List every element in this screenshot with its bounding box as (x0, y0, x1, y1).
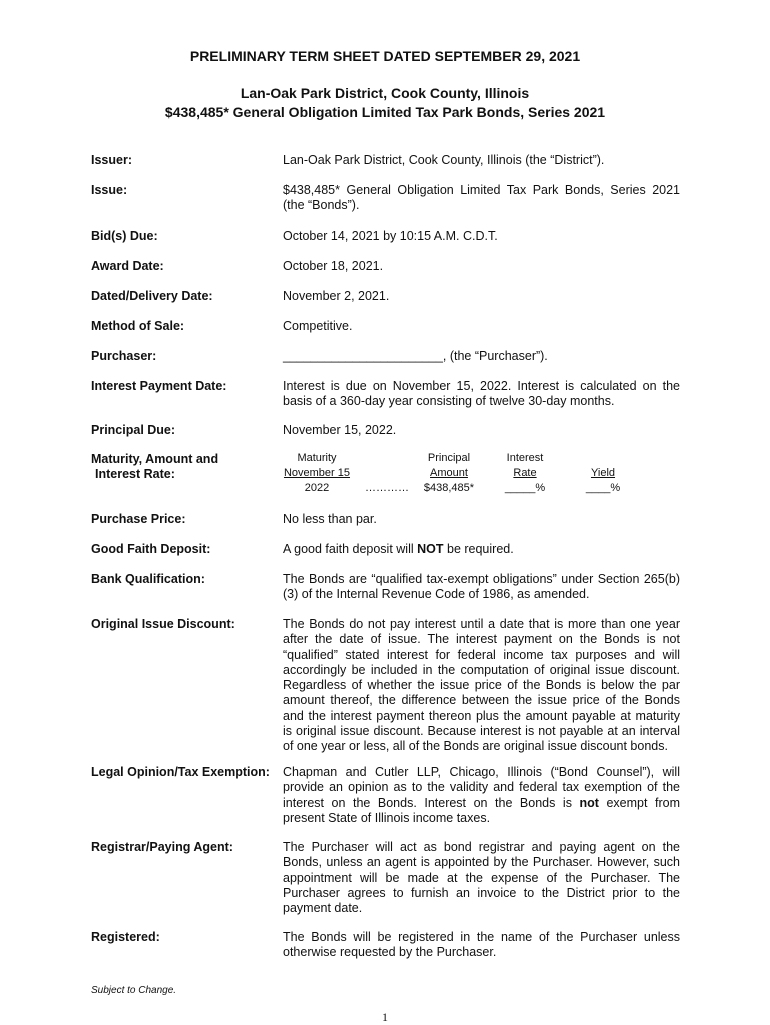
registered-label: Registered: (91, 930, 160, 944)
principal-amount: $438,485* (423, 482, 475, 494)
award-date-label: Award Date: (91, 259, 164, 273)
issuer-heading: Lan-Oak Park District, Cook County, Illinois (240, 85, 530, 101)
good-faith-text-post: be required. (443, 542, 514, 556)
issue-label: Issue: (91, 183, 128, 197)
principal-due-label: Principal Due: (91, 423, 176, 437)
purchaser-label: Purchaser: (91, 349, 157, 363)
bond-issue-heading: $438,485* General Obligation Limited Tax Park Bonds, Series 2021 (164, 104, 606, 120)
legal-opinion-value (283, 765, 680, 826)
method-of-sale-value: Competitive. (283, 319, 353, 333)
registrar-value: The Purchaser will act as bond registrar and paying agent on the Bonds, unless an agent is appointed by the Purchaser. However, such appointment will be made at the expense of the Purchaser. The Purchaser agrees to furnish an invoice to the District prior to the payment date. (283, 840, 680, 916)
legal-opinion-emphasis: not (579, 795, 599, 810)
registered-value: The Bonds will be registered in the name of the Purchaser unless otherwise requested by the Purchaser. (283, 930, 680, 960)
good-faith-label: Good Faith Deposit: (91, 542, 211, 556)
maturity-subheader: November 15 (283, 467, 351, 479)
method-of-sale-label: Method of Sale: (91, 319, 185, 333)
yield-column (581, 466, 625, 496)
page-number: 1 (382, 1010, 388, 1024)
bank-qualification-value: The Bonds are “qualified tax-exempt obligations” under Section 265(b)(3) of the Internal Revenue Code of 1986, as amended. (283, 572, 680, 602)
purchaser-value: _______________________, (the “Purchaser”). (283, 349, 548, 363)
registrar-label: Registrar/Paying Agent: (91, 840, 233, 854)
award-date-value: October 18, 2021. (283, 259, 384, 273)
principal-subheader: Amount (430, 467, 468, 479)
interest-rate-blank: _____% (504, 482, 546, 494)
maturity-year: 2022 (304, 482, 330, 494)
maturity-label-line1: Maturity, Amount and (91, 452, 219, 466)
legal-opinion-text-pre: Chapman and Cutler LLP, Chicago, Illinois (“Bond Counsel”), will provide an opinion as to the validity and federal tax exemption of the interest on the Bonds. Interest on the Bonds is (283, 765, 680, 810)
oid-label: Original Issue Discount: (91, 617, 235, 631)
issue-value: $438,485* General Obligation Limited Tax Park Bonds, Series 2021 (the “Bonds”). (283, 183, 680, 213)
issuer-label: Issuer: (91, 153, 132, 167)
maturity-schedule (283, 451, 683, 497)
bank-qualification-label: Bank Qualification: (91, 572, 205, 586)
good-faith-text-pre: A good faith deposit will (283, 542, 418, 556)
interest-payment-value: Interest is due on November 15, 2022. Interest is calculated on the basis of a 360-day year consisting of twelve 30-day months. (283, 379, 680, 409)
legal-opinion-text-post: exempt from present State of Illinois income taxes. (283, 795, 680, 825)
purchase-price-value: No less than par. (283, 512, 377, 526)
maturity-label-line2: Interest Rate: (95, 467, 175, 481)
interest-rate-column (501, 451, 549, 496)
principal-column (419, 451, 479, 496)
leader-dots: ………… (365, 482, 409, 494)
interest-payment-label: Interest Payment Date: (91, 379, 227, 393)
principal-due-value: November 15, 2022. (283, 423, 397, 437)
document-title: PRELIMINARY TERM SHEET DATED SEPTEMBER 29, 2021 (189, 48, 581, 64)
purchase-price-label: Purchase Price: (91, 512, 186, 526)
legal-opinion-label: Legal Opinion/Tax Exemption: (91, 765, 270, 779)
interest-rate-header: Interest (506, 452, 544, 464)
yield-header: Yield (590, 467, 616, 479)
maturity-header: Maturity (297, 452, 337, 464)
good-faith-value (283, 542, 680, 557)
issuer-value: Lan-Oak Park District, Cook County, Illinois (the “District”). (283, 153, 605, 167)
yield-blank: ____% (585, 482, 621, 494)
footer-note: Subject to Change. (91, 985, 177, 996)
oid-value: The Bonds do not pay interest until a date that is more than one year after the date of issue. The interest payment on the Bonds is not “qualified” stated interest for federal income tax purposes and will accordingly be included in the computation of original issue discount. Regardless of whether the issue price of the Bonds is below the par amount thereof, the difference between the issue price of the Bonds and the interest payment thereon plus the amount payable at maturity is original issue discount. Because interest is not payable at an interval of one year or less, all of the Bonds are original issue discount bonds. (283, 617, 680, 754)
good-faith-emphasis: NOT (417, 542, 444, 556)
bids-due-label: Bid(s) Due: (91, 229, 158, 243)
dated-delivery-value: November 2, 2021. (283, 289, 390, 303)
bids-due-value: October 14, 2021 by 10:15 A.M. C.D.T. (283, 229, 498, 243)
principal-header: Principal (427, 452, 471, 464)
dated-delivery-label: Dated/Delivery Date: (91, 289, 213, 303)
maturity-column (283, 451, 351, 496)
interest-rate-subheader: Rate (513, 467, 537, 479)
